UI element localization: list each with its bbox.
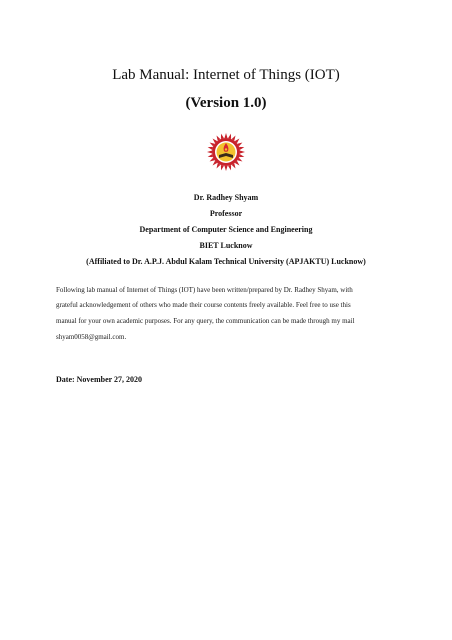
author-department: Department of Computer Science and Engineering <box>139 225 313 234</box>
emblem-ray <box>221 134 224 139</box>
body-paragraph-line: manual for your own academic purposes. For any query, the communication can be made through my mail <box>56 317 355 325</box>
document-version: (Version 1.0) <box>185 95 267 111</box>
emblem-ray <box>239 147 244 150</box>
emblem-ray <box>240 150 245 153</box>
emblem-ray <box>228 134 231 139</box>
body-paragraph-line: Following lab manual of Internet of Things (IOT) have been written/prepared by Dr. Radhey Shyam, with <box>56 286 353 294</box>
document-date: Date: November 27, 2020 <box>56 375 143 384</box>
author-institution: BIET Lucknow <box>199 241 253 250</box>
emblem-ray <box>224 166 227 171</box>
author-title: Professor <box>209 209 243 218</box>
author-affiliation: (Affiliated to Dr. A.P.J. Abdul Kalam Technical University (APJAKTU) Lucknow) <box>86 257 366 266</box>
body-paragraph-line: grateful acknowledgement of others who made their course contents freely available. Feel free to use this <box>56 301 351 309</box>
emblem-ray <box>207 150 212 153</box>
contact-email: shyam0058@gmail.com. <box>56 333 127 341</box>
document-title: Lab Manual: Internet of Things (IOT) <box>112 67 340 83</box>
emblem-ray <box>221 165 224 170</box>
emblem-ray <box>228 165 231 170</box>
emblem-ray <box>208 147 213 150</box>
author-name: Dr. Radhey Shyam <box>193 193 259 202</box>
emblem-ray <box>239 154 244 157</box>
university-emblem-icon <box>206 132 246 172</box>
emblem-ray <box>208 154 213 157</box>
emblem-ray <box>224 133 227 138</box>
